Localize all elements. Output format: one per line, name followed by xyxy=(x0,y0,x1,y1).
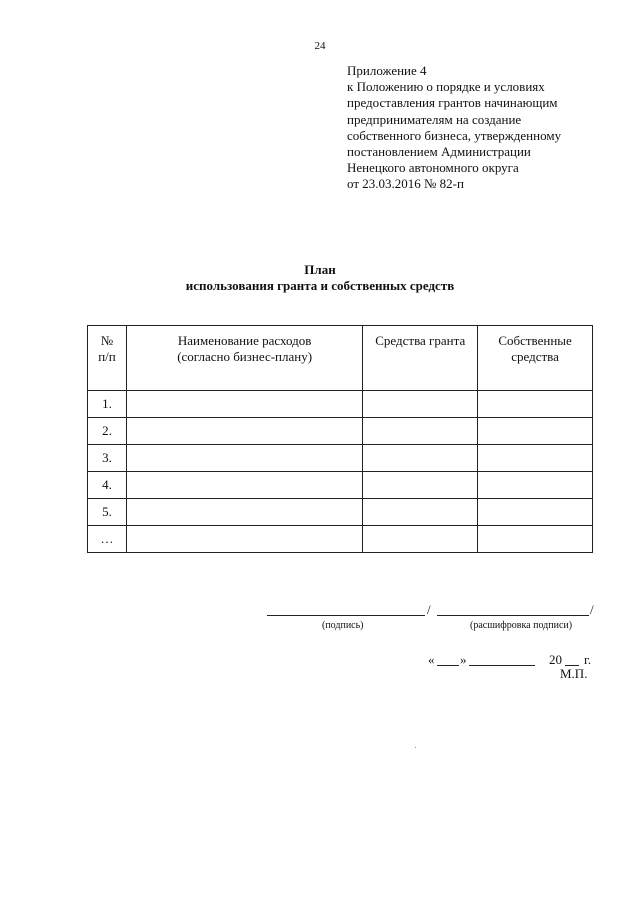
table-row xyxy=(88,472,593,499)
signature-decode-caption: (расшифровка подписи) xyxy=(470,620,573,631)
grant-funds-cell[interactable] xyxy=(363,391,478,418)
own-funds-cell[interactable] xyxy=(478,391,593,418)
document-title xyxy=(0,262,640,294)
annex-line: предпринимателям на создание xyxy=(347,111,522,127)
date-year-suffix: г. xyxy=(584,652,592,667)
annex-line: собственного бизнеса, утвержденному xyxy=(347,127,562,143)
annex-header xyxy=(347,63,617,193)
expense-name-cell[interactable] xyxy=(126,445,362,472)
table-row xyxy=(88,526,593,553)
row-number: 2. xyxy=(88,418,127,445)
expense-name-cell[interactable] xyxy=(126,526,362,553)
grant-funds-cell[interactable] xyxy=(363,418,478,445)
header-number-line2: п/п xyxy=(98,349,116,364)
table-row xyxy=(88,391,593,418)
title-line-2: использования гранта и собственных средств xyxy=(185,278,455,293)
plan-table xyxy=(87,325,593,553)
date-year-prefix: 20 xyxy=(549,652,562,667)
header-grant-funds xyxy=(363,326,478,391)
header-own-line1: Собственные xyxy=(498,333,572,348)
table-row xyxy=(88,445,593,472)
date-day-blank[interactable] xyxy=(437,665,459,666)
table-row xyxy=(88,418,593,445)
row-number: 4. xyxy=(88,472,127,499)
row-number: 5. xyxy=(88,499,127,526)
signature-slash-left: / xyxy=(427,602,431,617)
stamp-place: М.П. xyxy=(560,666,588,681)
date-month-blank[interactable] xyxy=(469,665,535,666)
header-own-funds xyxy=(478,326,593,391)
own-funds-cell[interactable] xyxy=(478,472,593,499)
header-expense-line2: (согласно бизнес-плану) xyxy=(177,349,313,364)
header-number xyxy=(88,326,127,391)
header-own-line2: средства xyxy=(511,349,559,364)
grant-funds-cell[interactable] xyxy=(363,526,478,553)
signature-line xyxy=(267,600,597,618)
grant-funds-cell[interactable] xyxy=(363,499,478,526)
expense-name-cell[interactable] xyxy=(126,418,362,445)
date-close-quote: » xyxy=(460,652,467,667)
row-number: … xyxy=(88,526,127,553)
signature-caption: (подпись) xyxy=(322,620,364,631)
table-row xyxy=(88,499,593,526)
row-number: 1. xyxy=(88,391,127,418)
expense-name-cell[interactable] xyxy=(126,472,362,499)
annex-line: Приложение 4 xyxy=(347,63,427,78)
date-open-quote: « xyxy=(428,652,435,667)
signature-slash-right: / xyxy=(590,602,594,617)
title-line-1: План xyxy=(304,262,336,277)
scan-speck xyxy=(415,747,416,748)
header-expense-line1: Наименование расходов xyxy=(177,333,312,348)
table-header-row xyxy=(88,326,593,391)
expense-name-cell[interactable] xyxy=(126,499,362,526)
own-funds-cell[interactable] xyxy=(478,418,593,445)
page-number: 24 xyxy=(314,40,326,52)
header-expense-name xyxy=(126,326,362,391)
annex-line: от 23.03.2016 № 82-п xyxy=(347,176,464,192)
own-funds-cell[interactable] xyxy=(478,499,593,526)
grant-funds-cell[interactable] xyxy=(363,472,478,499)
signature-blank[interactable] xyxy=(267,615,425,616)
own-funds-cell[interactable] xyxy=(478,445,593,472)
own-funds-cell[interactable] xyxy=(478,526,593,553)
expense-name-cell[interactable] xyxy=(126,391,362,418)
header-grant-label: Средства гранта xyxy=(375,333,466,348)
row-number: 3. xyxy=(88,445,127,472)
annex-line: к Положению о порядке и условиях xyxy=(347,79,545,95)
annex-line: Ненецкого автономного округа xyxy=(347,160,519,176)
grant-funds-cell[interactable] xyxy=(363,445,478,472)
signature-decode-blank[interactable] xyxy=(437,615,589,616)
header-number-line1: № xyxy=(100,333,114,348)
annex-line: предоставления грантов начинающим xyxy=(347,95,558,111)
annex-line: постановлением Администрации xyxy=(347,144,531,160)
